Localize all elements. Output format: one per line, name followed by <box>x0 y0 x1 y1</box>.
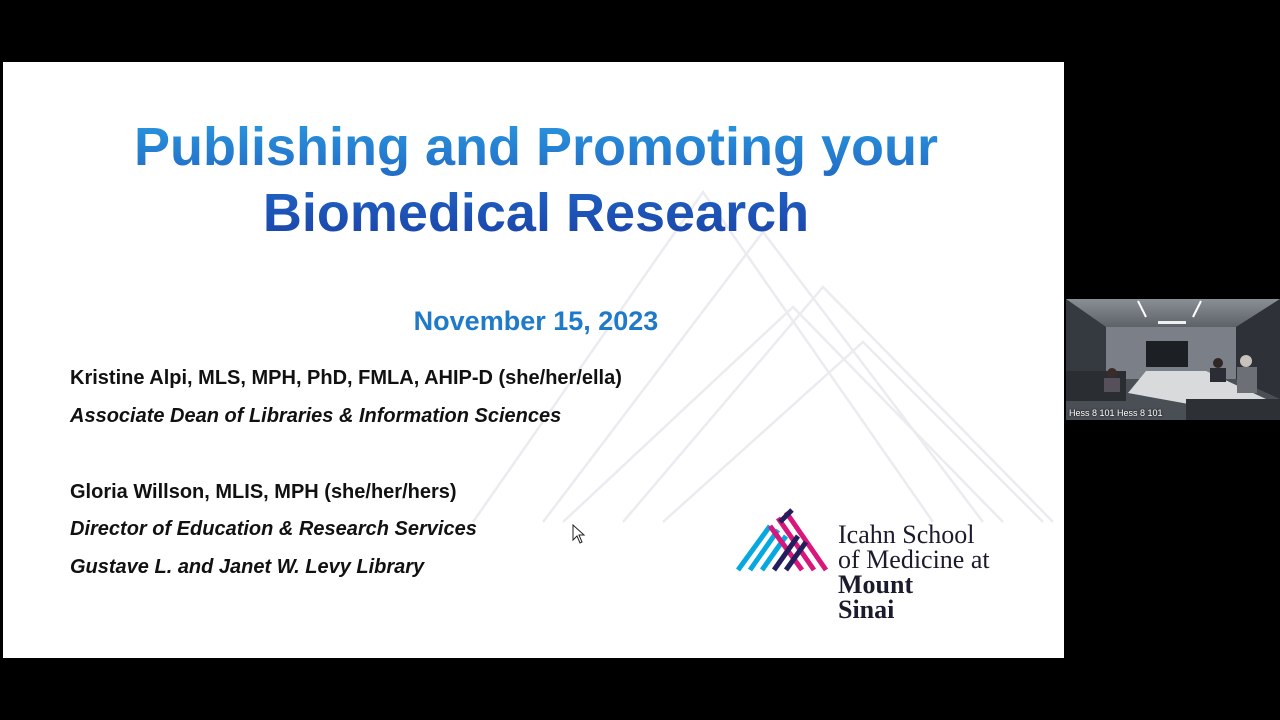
mount-sinai-logo-text <box>838 522 990 622</box>
logo-line-2: of Medicine at <box>838 545 990 574</box>
slide-title-line-1: Publishing and Promoting your <box>134 117 938 177</box>
presentation-slide <box>3 62 1064 658</box>
mouse-cursor-icon <box>572 524 586 544</box>
mount-sinai-logo-icon <box>736 508 836 578</box>
presenter-2-library: Gustave L. and Janet W. Levy Library <box>70 556 425 578</box>
mount-sinai-logo <box>736 508 1016 623</box>
participant-video-tile[interactable] <box>1066 299 1280 420</box>
presenter-1-role: Associate Dean of Libraries & Information Sciences <box>70 405 562 427</box>
slide-date: November 15, 2023 <box>413 306 659 336</box>
logo-line-4: Sinai <box>838 595 895 624</box>
conference-room-video <box>1066 299 1280 420</box>
presenter-2-name: Gloria Willson, MLIS, MPH (she/her/hers) <box>70 481 457 503</box>
presenter-1-name: Kristine Alpi, MLS, MPH, PhD, FMLA, AHIP-D (she/her/ella) <box>70 367 622 389</box>
presenter-2-role: Director of Education & Research Services <box>70 518 477 540</box>
logo-line-1: Icahn School <box>838 520 975 549</box>
slide-title-line-2: Biomedical Research <box>262 183 810 243</box>
logo-line-3: Mount <box>838 570 914 599</box>
participant-name-label: Hess 8 101 Hess 8 101 <box>1069 408 1163 418</box>
slide-title <box>3 114 1064 246</box>
